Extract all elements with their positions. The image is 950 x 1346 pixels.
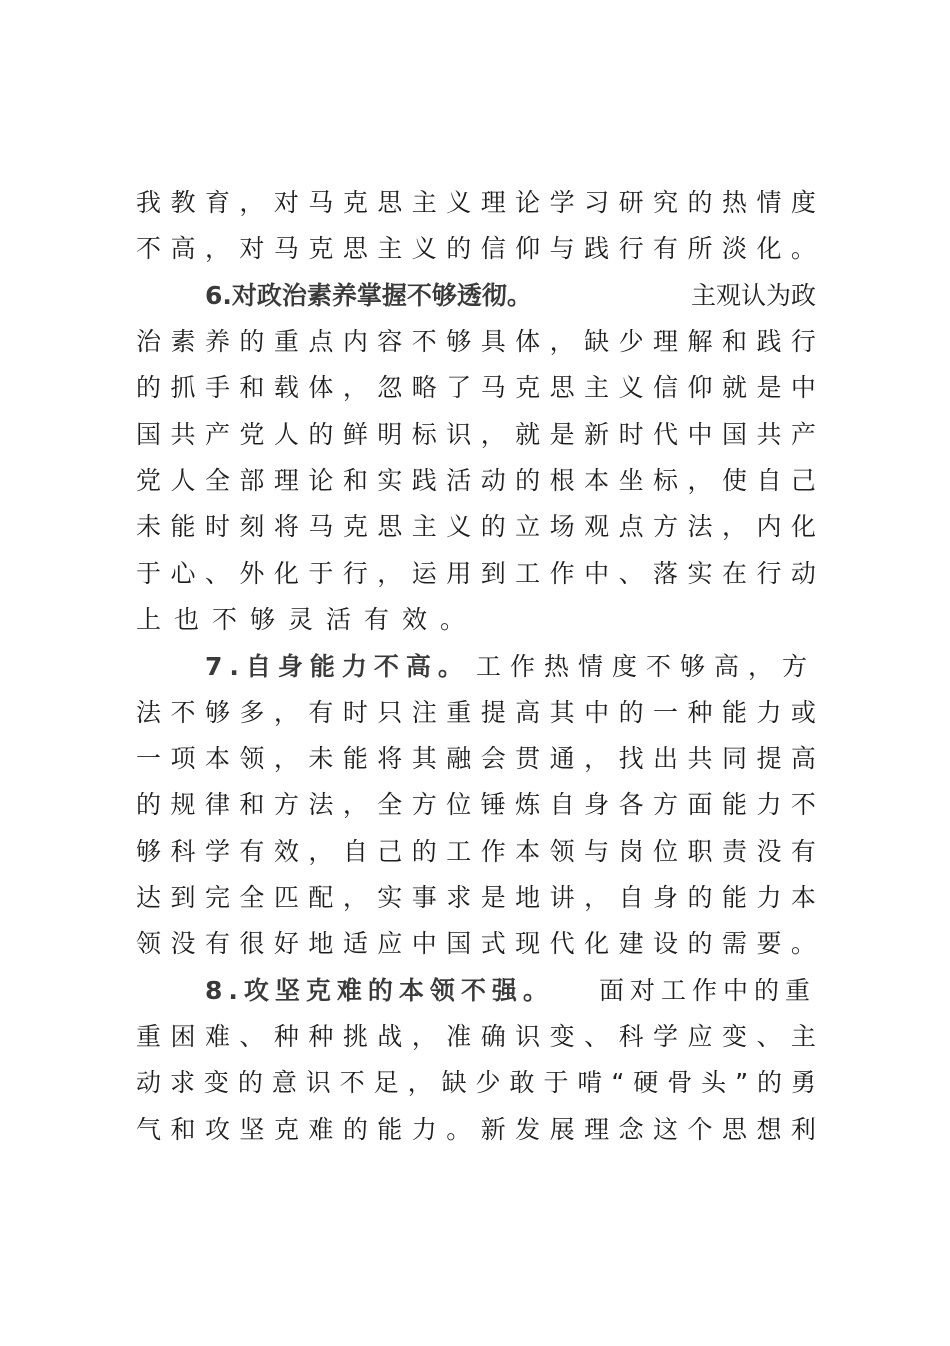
- section-heading: 7.自身能力不高。: [205, 652, 470, 681]
- section-heading-line: [205, 644, 816, 690]
- text-line: [136, 551, 816, 597]
- line-text: 的 抓 手 和 载 体 ， 忽 略 了 马 克 思 主 义 信 仰 就 是 中: [136, 373, 816, 402]
- text-line: [136, 412, 816, 458]
- text-line: [136, 1014, 816, 1060]
- text-line: [136, 597, 816, 643]
- line-text: 够 科 学 有 效 ， 自 己 的 工 作 本 领 与 岗 位 职 责 没 有: [136, 837, 816, 866]
- section-heading-line: [205, 273, 816, 319]
- line-text: 党 人 全 部 理 论 和 实 践 活 动 的 根 本 坐 标 ， 使 自 己: [136, 466, 816, 495]
- line-text: 领 没 有 很 好 地 适 应 中 国 式 现 代 化 建 设 的 需 要 。: [136, 929, 816, 958]
- line-text: 上也不够灵活有效。: [136, 605, 479, 634]
- section-heading: 8.攻坚克难的本领不强。: [205, 976, 554, 1005]
- line-text: 于 心 、 外 化 于 行 ， 运 用 到 工 作 中 、 落 实 在 行 动: [136, 559, 816, 588]
- text-line: [136, 504, 816, 550]
- line-text: 动 求 变 的 意 识 不 足 ， 缺 少 敢 于 啃 “ 硬 骨 头 ” 的 勇: [136, 1068, 816, 1097]
- line-text: [205, 273, 816, 319]
- line-text: 法 不 够 多 ， 有 时 只 注 重 提 高 其 中 的 一 种 能 力 或: [136, 698, 816, 727]
- text-line: [136, 736, 816, 782]
- line-text: 治 素 养 的 重 点 内 容 不 够 具 体 ， 缺 少 理 解 和 践 行: [136, 327, 816, 356]
- line-continuation: 面对工作中的重: [598, 976, 816, 1005]
- line-continuation: 主观认为政: [690, 281, 816, 310]
- line-text: 气 和 攻 坚 克 难 的 能 力 。 新 发 展 理 念 这 个 思 想 利: [136, 1115, 816, 1144]
- text-line: [136, 365, 816, 411]
- line-text: 未 能 时 刻 将 马 克 思 主 义 的 立 场 观 点 方 法 ， 内 化: [136, 512, 816, 541]
- line-text: 我 教 育 ， 对 马 克 思 主 义 理 论 学 习 研 究 的 热 情 度: [136, 188, 816, 217]
- line-text: 不 高 ， 对 马 克 思 主 义 的 信 仰 与 践 行 有 所 淡 化 。: [136, 234, 816, 263]
- line-text: 的 规 律 和 方 法 ， 全 方 位 锤 炼 自 身 各 方 面 能 力 不: [136, 790, 816, 819]
- line-text: [205, 644, 816, 690]
- text-line: [136, 319, 816, 365]
- text-line: [136, 921, 816, 967]
- section-heading-line: [205, 968, 816, 1014]
- text-line: [136, 1060, 816, 1106]
- text-line: [136, 458, 816, 504]
- text-line: [136, 829, 816, 875]
- text-line: [136, 180, 816, 226]
- line-text: [205, 968, 816, 1014]
- text-line: [136, 690, 816, 736]
- line-continuation: 工作热情度不够高，方: [475, 652, 816, 681]
- text-line: [136, 226, 816, 272]
- section-heading: 6.对政治素养掌握不够透彻。: [205, 281, 532, 310]
- line-text: 国 共 产 党 人 的 鲜 明 标 识 ， 就 是 新 时 代 中 国 共 产: [136, 420, 816, 449]
- text-line: [136, 1107, 816, 1153]
- line-text: 达 到 完 全 匹 配 ， 实 事 求 是 地 讲 ， 自 身 的 能 力 本: [136, 883, 816, 912]
- line-text: 一 项 本 领 ， 未 能 将 其 融 会 贯 通 ， 找 出 共 同 提 高: [136, 744, 816, 773]
- text-line: [136, 875, 816, 921]
- line-text: 重 困 难 、 种 种 挑 战 ， 准 确 识 变 、 科 学 应 变 、 主: [136, 1022, 816, 1051]
- text-line: [136, 782, 816, 828]
